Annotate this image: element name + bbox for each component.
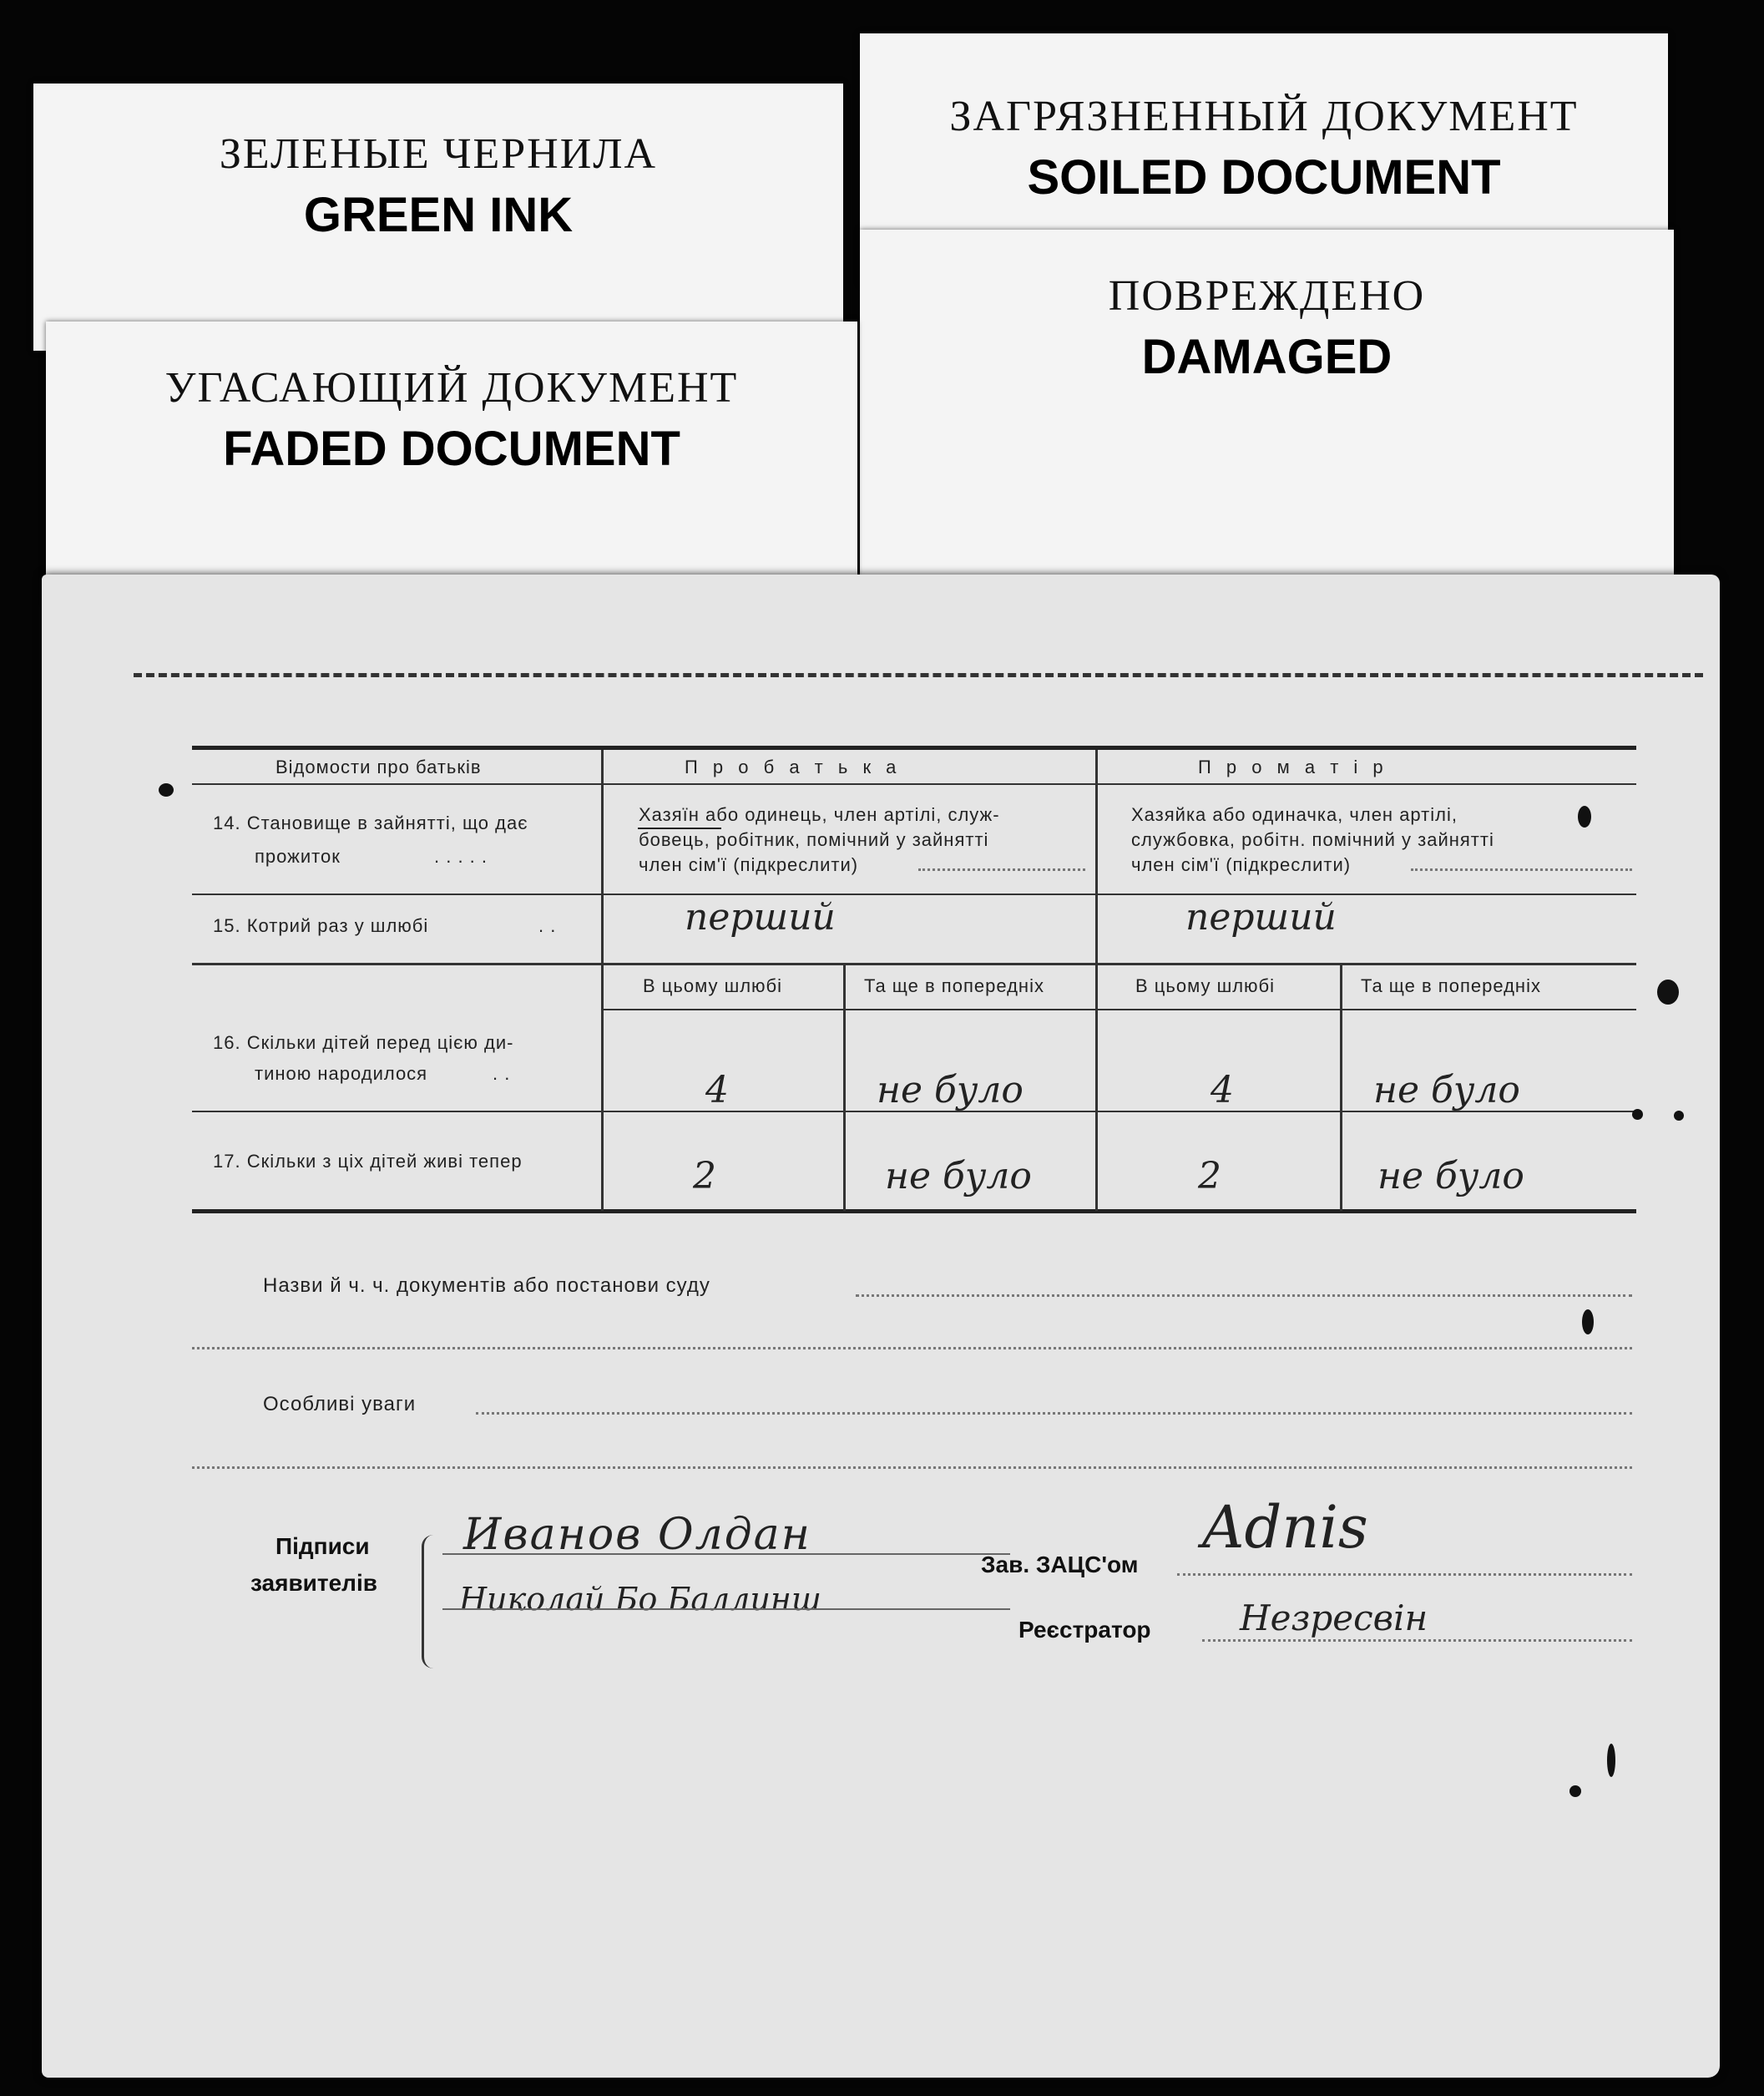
- underline-khaziain: [638, 828, 721, 829]
- row14-mother-dots: [1411, 868, 1632, 871]
- subheader-father-this: В цьому шлюбі: [643, 975, 783, 996]
- row14-label-cont: прожиток: [255, 846, 341, 867]
- row16-father-this: 4: [705, 1069, 729, 1111]
- notes-line-2: [192, 1466, 1632, 1469]
- header-parents-info: Відомости про батьків: [275, 757, 482, 777]
- header-father: П р о б а т ь к а: [685, 757, 902, 777]
- applicant-sig-line-2: [442, 1608, 1010, 1610]
- applicants-label: Підписи: [275, 1533, 370, 1559]
- subheader-mother-this: В цьому шлюбі: [1135, 975, 1276, 996]
- perforation-line: [134, 673, 1703, 677]
- col-divider-1: [601, 750, 604, 1211]
- row15-label-dots: . .: [538, 915, 557, 936]
- faded-en: FADED DOCUMENT: [223, 422, 680, 476]
- faded-document-card: [46, 321, 857, 605]
- col-divider-2: [1095, 750, 1098, 1211]
- head-sig-line: [1177, 1573, 1632, 1576]
- applicant-signature-2: Николай Бо Баллинш: [459, 1581, 821, 1618]
- row16-father-prev: не було: [877, 1069, 1024, 1111]
- documents-label: Назви й ч. ч. документів або постанови суду: [263, 1274, 710, 1297]
- green-ink-en: GREEN INK: [303, 188, 574, 242]
- ink-blot: [1582, 1309, 1594, 1334]
- col-divider-father: [843, 963, 846, 1211]
- row14-label: 14. Становище в зайнятті, що дає: [213, 813, 528, 833]
- documents-line-2: [192, 1347, 1632, 1349]
- applicants-brace: [422, 1535, 436, 1668]
- table-top-rule: [192, 746, 1636, 750]
- row15-rule: [192, 963, 1636, 965]
- ink-blot: [1569, 1785, 1581, 1797]
- header-mother: П р о м а т і р: [1198, 757, 1388, 777]
- row14-rule: [192, 894, 1636, 895]
- table-header-rule: [192, 783, 1636, 785]
- ink-blot: [1657, 980, 1679, 1005]
- row15-mother-value: перший: [1185, 896, 1337, 939]
- row17-father-prev: не було: [885, 1155, 1032, 1197]
- table-bottom-rule: [192, 1209, 1636, 1213]
- row14-label-dots: . . . . .: [434, 846, 488, 867]
- row14-mother-text-3: член сім'ї (підкреслити): [1131, 854, 1352, 875]
- ink-blot: [159, 783, 174, 797]
- applicant-sig-line-1: [442, 1553, 1010, 1555]
- ink-blot: [1578, 806, 1591, 828]
- subheader-mother-prev: Та ще в попередніх: [1361, 975, 1541, 996]
- notes-line-1: [476, 1412, 1632, 1415]
- soiled-ru: ЗАГРЯЗНЕННЫЙ ДОКУМЕНТ: [949, 93, 1579, 140]
- row15-label: 15. Котрий раз у шлюбі: [213, 915, 429, 936]
- damaged-ru: ПОВРЕЖДЕНО: [1108, 272, 1426, 320]
- row14-father-text-3: член сім'ї (підкреслити): [639, 854, 859, 875]
- row16-label: 16. Скільки дітей перед цією ди-: [213, 1032, 514, 1053]
- row17-father-this: 2: [693, 1155, 716, 1197]
- registrar-signature: Незресвін: [1240, 1597, 1428, 1638]
- ink-blot: [1607, 1744, 1615, 1777]
- row17-mother-this: 2: [1198, 1155, 1221, 1197]
- row16-mother-prev: не було: [1373, 1069, 1520, 1111]
- head-signature: Adnis: [1202, 1493, 1368, 1562]
- damaged-en: DAMAGED: [1141, 330, 1392, 384]
- row17-label: 17. Скільки з ціх дітей живі тепер: [213, 1151, 523, 1172]
- green-ink-ru: ЗЕЛЕНЫЕ ЧЕРНИЛА: [219, 130, 658, 178]
- row14-mother-text-1: Хазяйка або одиначка, член артілі,: [1131, 804, 1458, 825]
- head-label: Зав. ЗАЦС'ом: [981, 1552, 1139, 1577]
- row14-father-dots: [918, 868, 1085, 871]
- row14-father-text-2: бовець, робітник, помічний у зайнятті: [639, 829, 989, 850]
- subheader-rule: [603, 1009, 1636, 1010]
- row16-label-cont: тиною народилося: [255, 1063, 428, 1084]
- col-divider-mother: [1340, 963, 1342, 1211]
- subheader-father-prev: Та ще в попередніх: [864, 975, 1044, 996]
- civil-registry-form: [42, 575, 1720, 2078]
- registrar-label: Реєстратор: [1018, 1617, 1151, 1643]
- soiled-en: SOILED DOCUMENT: [1027, 150, 1501, 205]
- registrar-sig-line: [1202, 1639, 1632, 1642]
- green-ink-card: [33, 84, 843, 351]
- row14-mother-text-2: службовка, робітн. помічний у зайнятті: [1131, 829, 1494, 850]
- documents-line-1: [856, 1294, 1632, 1297]
- ink-blot: [1674, 1111, 1684, 1121]
- row16-label-dots: . .: [493, 1063, 511, 1084]
- row15-father-value: перший: [685, 896, 836, 939]
- row14-father-text-1: Хазяїн або одинець, член артілі, служ-: [639, 804, 1000, 825]
- ink-blot: [1632, 1109, 1643, 1120]
- faded-ru: УГАСАЮЩИЙ ДОКУМЕНТ: [164, 364, 739, 412]
- row17-mother-prev: не було: [1377, 1155, 1524, 1197]
- notes-label: Особливі уваги: [263, 1393, 417, 1415]
- applicants-label-cont: заявителів: [250, 1570, 377, 1596]
- applicant-signature-1: Иванов Олдан: [463, 1510, 811, 1560]
- damaged-card: [860, 230, 1674, 580]
- row16-mother-this: 4: [1211, 1069, 1234, 1111]
